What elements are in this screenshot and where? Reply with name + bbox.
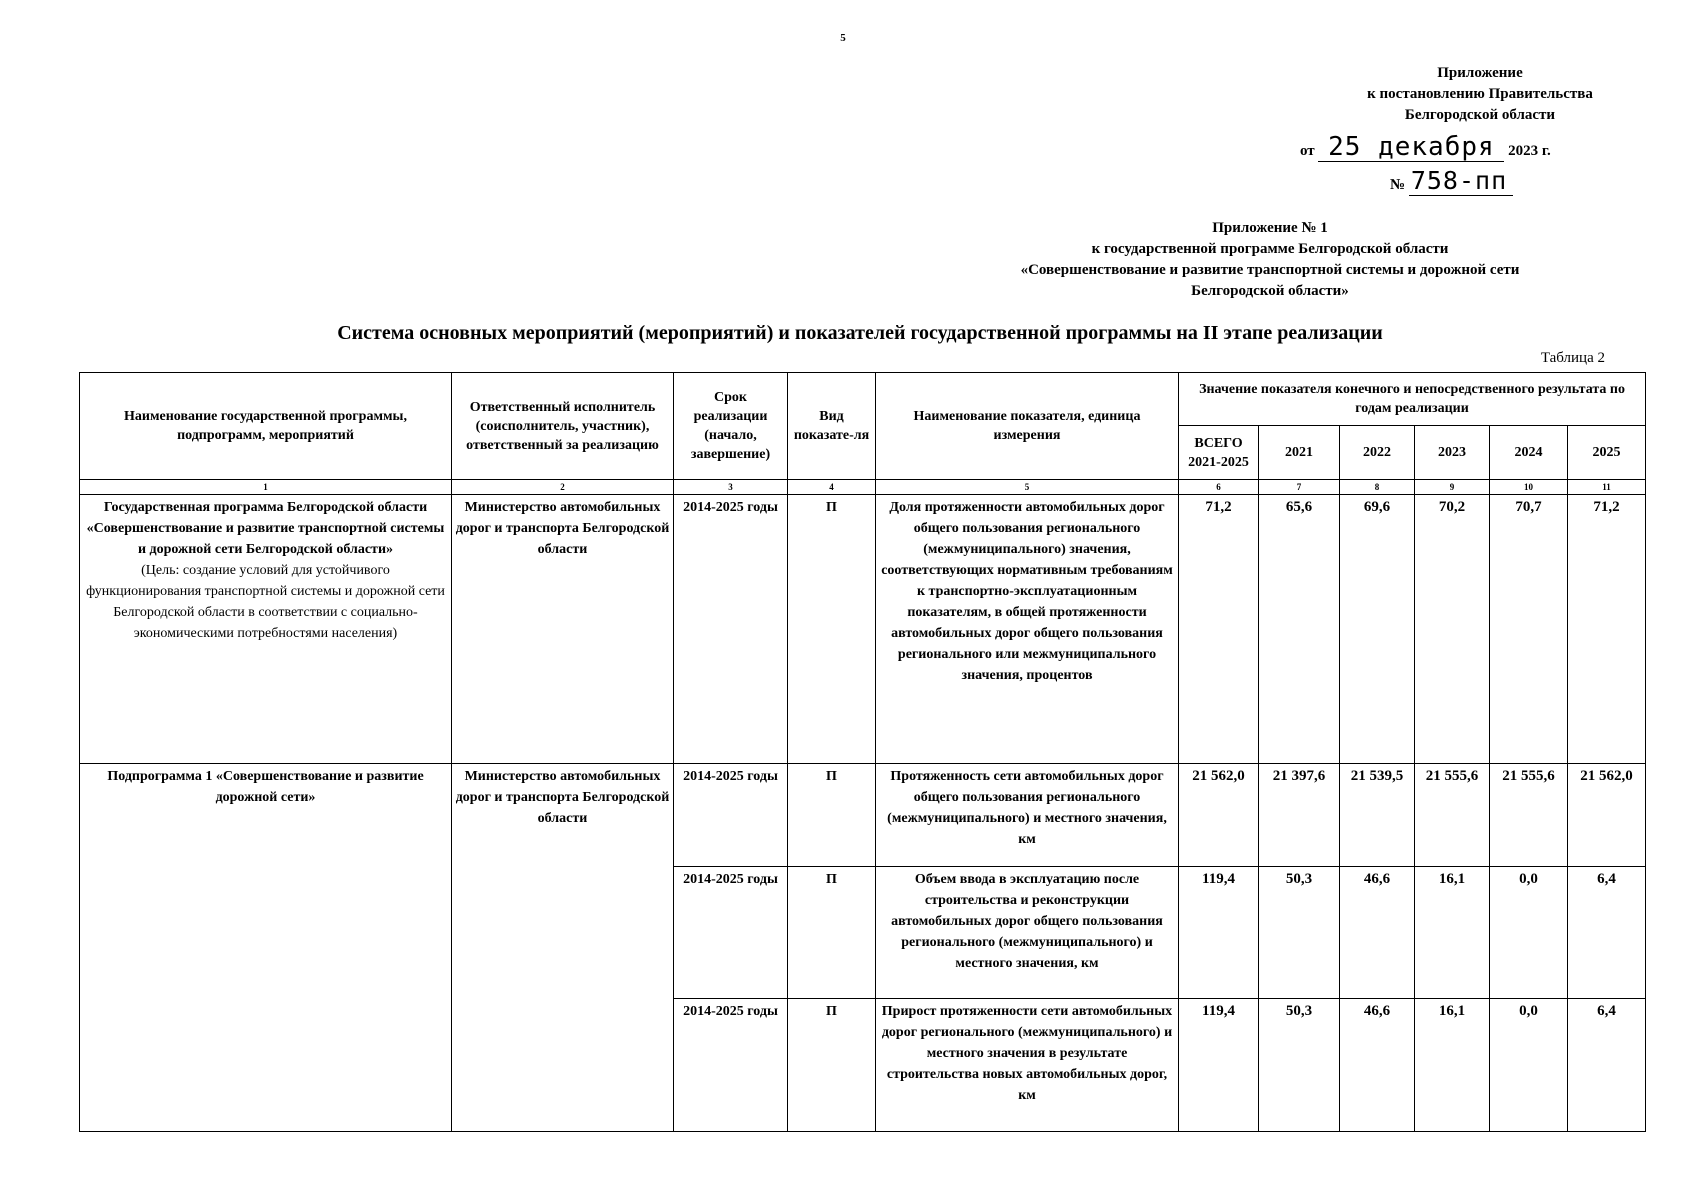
subprogram-value-2023: 16,1	[1415, 999, 1490, 1132]
approval-header	[1300, 63, 1660, 126]
column-number: 7	[1259, 480, 1340, 495]
program-value-2023: 70,2	[1415, 495, 1490, 764]
header-row	[80, 373, 1646, 426]
appendix-line: к государственной программе Белгородской области	[1091, 241, 1449, 257]
program-indicator: Доля протяженности автомобильных дорог общего пользования регионального (межмуниципального) значения, соответствующих нормативным требованиям к транспортно-эксплуатационным показателям, в общей протяженности автомобильных дорог общего пользования регионального или межмуниципального значения, процентов	[876, 495, 1179, 764]
header-kind: Вид показате-ля	[788, 373, 876, 480]
approval-line: Белгородской области	[1404, 107, 1556, 123]
subprogram-value-total: 21 562,0	[1179, 764, 1259, 867]
column-number: 11	[1568, 480, 1646, 495]
program-value-2022: 69,6	[1340, 495, 1415, 764]
subprogram-kind: П	[788, 999, 876, 1132]
column-number: 1	[80, 480, 452, 495]
program-value-2024: 70,7	[1490, 495, 1568, 764]
column-number: 10	[1490, 480, 1568, 495]
header-year: 2021	[1259, 426, 1340, 480]
subprogram-value-2024: 0,0	[1490, 867, 1568, 999]
indicators-table	[79, 372, 1646, 1132]
subprogram-indicator: Прирост протяженности сети автомобильных дорог регионального (межмуниципального) и местного значения в результате строительства новых автомобильных дорог, км	[876, 999, 1179, 1132]
subprogram-executor: Министерство автомобильных дорог и транспорта Белгородской области	[452, 764, 674, 1132]
year-suffix: 2023 г.	[1508, 143, 1551, 159]
program-row	[80, 495, 1646, 764]
appendix-line: Приложение № 1	[1212, 220, 1328, 236]
header-executor: Ответственный исполнитель (соисполнитель, участник), ответственный за реализацию	[452, 373, 674, 480]
header-year: 2025	[1568, 426, 1646, 480]
program-goal: (Цель: создание условий для устойчивого функционирования транспортной системы и дорожной сети Белгородской области в соответствии с социально-экономическими потребностями населения)	[86, 563, 445, 641]
program-name	[80, 495, 452, 764]
subprogram-value-2023: 21 555,6	[1415, 764, 1490, 867]
handwritten-number: 758-пп	[1409, 167, 1513, 196]
subprogram-value-2022: 46,6	[1340, 999, 1415, 1132]
page-number: 5	[840, 32, 846, 44]
appendix-line: Белгородской области»	[1191, 283, 1349, 299]
column-number: 9	[1415, 480, 1490, 495]
header-year: 2024	[1490, 426, 1568, 480]
header-term: Срок реализации (начало, завершение)	[674, 373, 788, 480]
subprogram-value-2024: 21 555,6	[1490, 764, 1568, 867]
subprogram-term: 2014-2025 годы	[674, 867, 788, 999]
column-number-row	[80, 480, 1646, 495]
subprogram-value-2021: 21 397,6	[1259, 764, 1340, 867]
table-label: Таблица 2	[1540, 350, 1605, 366]
subprogram-value-2025: 6,4	[1568, 999, 1646, 1132]
column-number: 3	[674, 480, 788, 495]
column-number: 4	[788, 480, 876, 495]
subprogram-value-2025: 6,4	[1568, 867, 1646, 999]
subprogram-indicator: Объем ввода в эксплуатацию после строительства и реконструкции автомобильных дорог общего пользования регионального (межмуниципального) и местного значения, км	[876, 867, 1179, 999]
header-values-group: Значение показателя конечного и непосредственного результата по годам реализации	[1179, 373, 1646, 426]
approval-line: к постановлению Правительства	[1367, 86, 1593, 102]
program-kind: П	[788, 495, 876, 764]
program-value-2021: 65,6	[1259, 495, 1340, 764]
subprogram-kind: П	[788, 867, 876, 999]
subprogram-value-2021: 50,3	[1259, 867, 1340, 999]
subprogram-value-2022: 46,6	[1340, 867, 1415, 999]
subprogram-term: 2014-2025 годы	[674, 764, 788, 867]
program-term: 2014-2025 годы	[674, 495, 788, 764]
program-value-2025: 71,2	[1568, 495, 1646, 764]
column-number: 8	[1340, 480, 1415, 495]
subprogram-value-total: 119,4	[1179, 867, 1259, 999]
subprogram-value-total: 119,4	[1179, 999, 1259, 1132]
program-title: Государственная программа Белгородской области «Совершенствование и развитие транспортной системы и дорожной сети Белгородской области»	[86, 500, 445, 557]
number-prefix: №	[1390, 177, 1406, 193]
subprogram-value-2023: 16,1	[1415, 867, 1490, 999]
appendix-header	[970, 218, 1570, 302]
program-executor: Министерство автомобильных дорог и транспорта Белгородской области	[452, 495, 674, 764]
column-number: 5	[876, 480, 1179, 495]
subprogram-value-2024: 0,0	[1490, 999, 1568, 1132]
approval-number	[1390, 167, 1513, 196]
column-number: 6	[1179, 480, 1259, 495]
date-prefix: от	[1300, 143, 1315, 159]
subprogram-name: Подпрограмма 1 «Совершенствование и развитие дорожной сети»	[80, 764, 452, 1132]
header-total: ВСЕГО 2021-2025	[1179, 426, 1259, 480]
header-name: Наименование государственной программы, подпрограмм, мероприятий	[80, 373, 452, 480]
header-year: 2022	[1340, 426, 1415, 480]
subprogram-value-2021: 50,3	[1259, 999, 1340, 1132]
approval-line: Приложение	[1437, 65, 1523, 81]
subprogram-row	[80, 764, 1646, 867]
subprogram-indicator: Протяженность сети автомобильных дорог общего пользования регионального (межмуниципального) и местного значения, км	[876, 764, 1179, 867]
program-value-total: 71,2	[1179, 495, 1259, 764]
document-title: Система основных мероприятий (мероприятий) и показателей государственной программы на II этапе реализации	[337, 322, 1383, 344]
header-year: 2023	[1415, 426, 1490, 480]
header-indicator: Наименование показателя, единица измерения	[876, 373, 1179, 480]
subprogram-term: 2014-2025 годы	[674, 999, 788, 1132]
subprogram-kind: П	[788, 764, 876, 867]
subprogram-value-2022: 21 539,5	[1340, 764, 1415, 867]
appendix-line: «Совершенствование и развитие транспортной системы и дорожной сети	[1020, 262, 1520, 278]
approval-date	[1300, 133, 1551, 162]
column-number: 2	[452, 480, 674, 495]
handwritten-date: 25 декабря	[1318, 133, 1504, 162]
subprogram-value-2025: 21 562,0	[1568, 764, 1646, 867]
